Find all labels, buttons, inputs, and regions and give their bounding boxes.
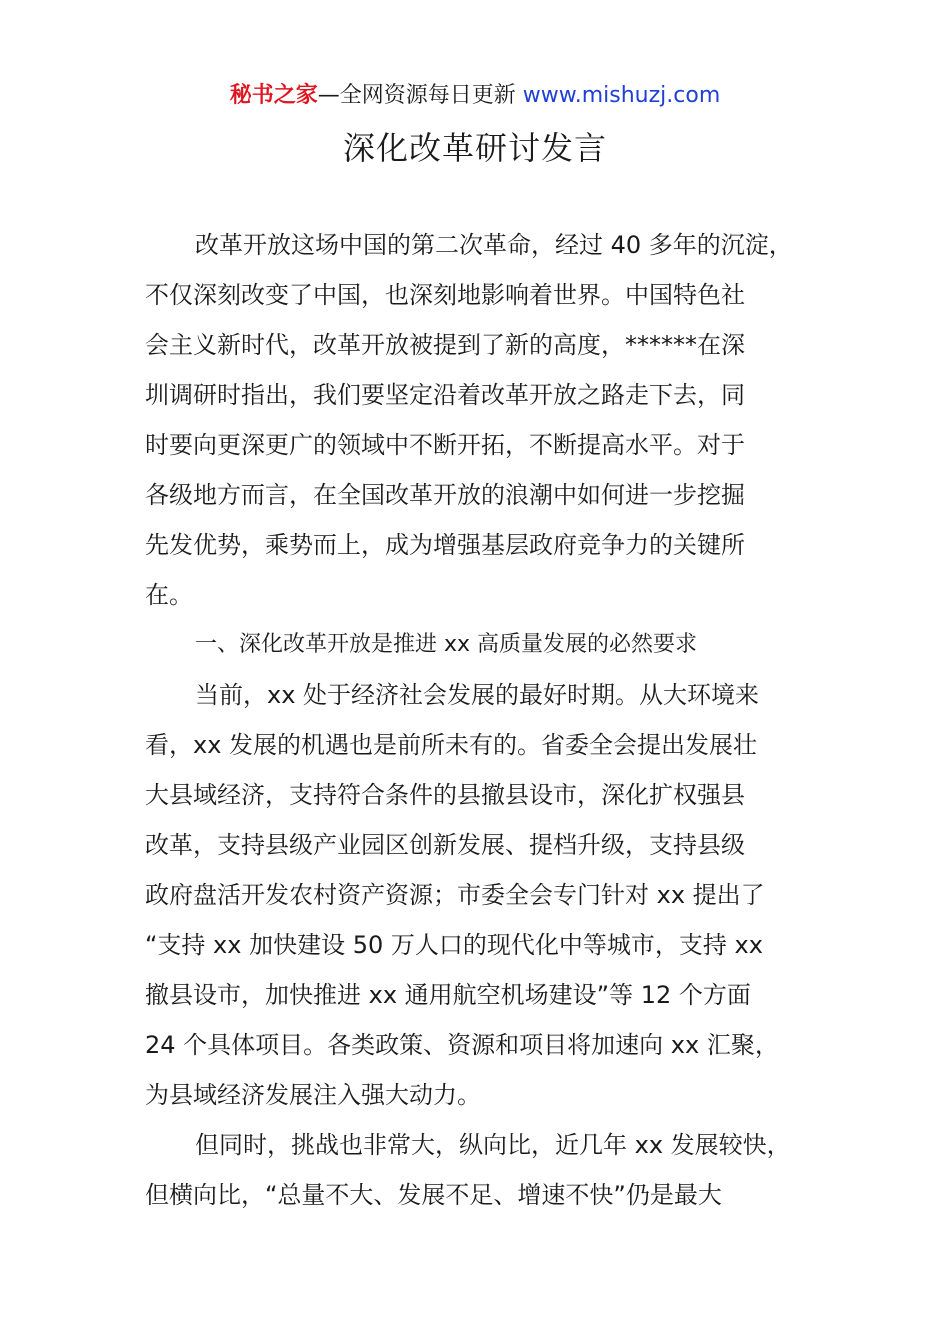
paragraph-line: 各级地方而言，在全国改革开放的浪潮中如何进一步挖掘 bbox=[145, 481, 745, 509]
paragraph-line: 改革开放这场中国的第二次革命，经过 40 多年的沉淀， bbox=[195, 231, 793, 259]
paragraph-line: 撤县设市，加快推进 xx 通用航空机场建设”等 12 个方面 bbox=[145, 981, 751, 1009]
paragraph-line: 当前，xx 处于经济社会发展的最好时期。从大环境来 bbox=[195, 681, 760, 709]
document-title: 深化改革研讨发言 bbox=[342, 129, 607, 167]
paragraph-line: 在。 bbox=[145, 581, 193, 609]
site-name: 秘书之家 bbox=[229, 83, 318, 108]
paragraph-line: 会主义新时代，改革开放被提到了新的高度，******在深 bbox=[145, 331, 745, 359]
paragraph-line: 为县域经济发展注入强大动力。 bbox=[145, 1081, 481, 1109]
site-header bbox=[0, 80, 950, 112]
paragraph-line: 时要向更深更广的领域中不断开拓，不断提高水平。对于 bbox=[145, 431, 745, 459]
paragraph-line: 但同时，挑战也非常大，纵向比，近几年 xx 发展较快， bbox=[195, 1131, 791, 1159]
document-body bbox=[145, 220, 835, 1220]
site-url-link[interactable]: www.mishuzj.com bbox=[522, 83, 721, 108]
paragraph-line: 24 个具体项目。各类政策、资源和项目将加速向 xx 汇聚， bbox=[145, 1031, 779, 1059]
paragraph-line: 但横向比，“总量不大、发展不足、增速不快”仍是最大 bbox=[145, 1181, 722, 1209]
paragraph-line: 大县域经济，支持符合条件的县撤县设市，深化扩权强县 bbox=[145, 781, 745, 809]
site-tagline: —全网资源每日更新 bbox=[317, 83, 523, 108]
paragraph-line: 先发优势，乘势而上，成为增强基层政府竞争力的关键所 bbox=[145, 531, 745, 559]
paragraph-line: 圳调研时指出，我们要坚定沿着改革开放之路走下去，同 bbox=[145, 381, 745, 409]
paragraph-line: 看，xx 发展的机遇也是前所未有的。省委全会提出发展壮 bbox=[145, 731, 758, 759]
paragraph-line: “支持 xx 加快建设 50 万人口的现代化中等城市，支持 xx bbox=[145, 931, 763, 959]
section-heading: 一、深化改革开放是推进 xx 高质量发展的必然要求 bbox=[195, 632, 698, 657]
paragraph-line: 政府盘活开发农村资产资源；市委全会专门针对 xx 提出了 bbox=[145, 881, 765, 909]
paragraph-line: 不仅深刻改变了中国，也深刻地影响着世界。中国特色社 bbox=[145, 281, 745, 309]
paragraph-line: 改革，支持县级产业园区创新发展、提档升级，支持县级 bbox=[145, 831, 745, 859]
